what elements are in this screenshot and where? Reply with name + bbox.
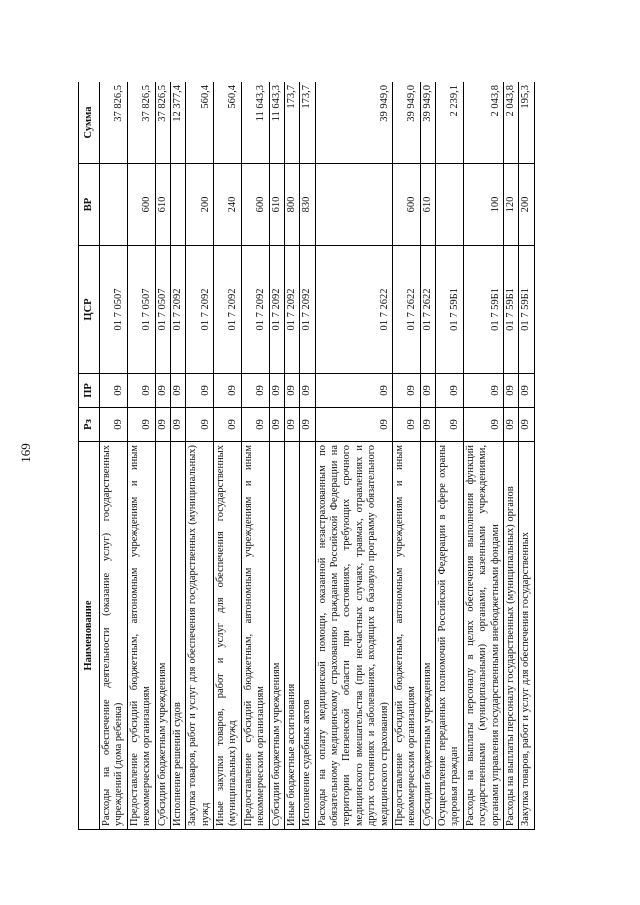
cell-csr: 01 7 2622 [392,246,420,374]
cell-rz: 09 [503,408,518,442]
cell-vr: 200 [519,164,534,246]
cell-csr: 01 7 59Б1 [463,246,503,374]
cell-rz: 09 [100,408,128,442]
cell-sum: 37 826,5 [155,82,170,164]
cell-name: Осуществление переданных полномочий Российской Федерации в сфере охраны здоровья граждан [436,442,464,830]
table-header-row [79,82,100,830]
cell-rz: 09 [436,408,464,442]
cell-sum: 195,3 [519,82,534,164]
cell-name: Предоставление субсидий бюджетным, автономным учреждениям и иным некоммерческим организациям [127,442,155,830]
cell-sum: 560,4 [214,82,242,164]
cell-pr: 09 [315,374,392,408]
header-csr: ЦСР [79,246,100,374]
page-number-text: 169 [18,442,33,463]
cell-pr: 09 [170,374,185,408]
table-row [420,82,435,830]
cell-name: Расходы на выплаты персоналу в целях обеспечения выполнения функций государственными (муниципальными) органами, казенными учреждениями, органами управления государственными внебюджетными фондами [463,442,503,830]
cell-vr [436,164,464,246]
cell-rz: 09 [315,408,392,442]
cell-name: Иные бюджетные ассигнования [284,442,299,830]
cell-pr: 09 [241,374,269,408]
table-row [436,82,464,830]
cell-vr: 600 [241,164,269,246]
cell-sum: 37 826,5 [100,82,128,164]
page-number [14,0,38,905]
cell-rz: 09 [241,408,269,442]
cell-pr: 09 [503,374,518,408]
cell-rz: 09 [392,408,420,442]
cell-rz: 09 [463,408,503,442]
table-row [463,82,503,830]
cell-pr: 09 [300,374,315,408]
cell-sum: 39 949,0 [420,82,435,164]
cell-vr: 830 [300,164,315,246]
header-pr: ПР [79,374,100,408]
cell-csr: 01 7 2092 [170,246,185,374]
cell-pr: 09 [269,374,284,408]
cell-vr: 610 [269,164,284,246]
table-row [155,82,170,830]
table-row [315,82,392,830]
cell-pr: 09 [214,374,242,408]
cell-sum: 2 043,8 [463,82,503,164]
cell-vr: 100 [463,164,503,246]
table-row [269,82,284,830]
cell-pr: 09 [436,374,464,408]
table-row [300,82,315,830]
cell-sum: 39 949,0 [392,82,420,164]
cell-csr: 01 7 2092 [241,246,269,374]
cell-csr: 01 7 0507 [155,246,170,374]
rotated-table-container [78,82,556,830]
cell-sum: 173,7 [284,82,299,164]
cell-vr: 610 [155,164,170,246]
cell-vr: 120 [503,164,518,246]
cell-pr: 09 [127,374,155,408]
cell-name: Субсидии бюджетным учреждениям [420,442,435,830]
cell-rz: 09 [269,408,284,442]
cell-name: Расходы на выплаты персоналу государственных (муниципальных) органов [503,442,518,830]
cell-csr: 01 7 2092 [284,246,299,374]
cell-sum: 2 239,1 [436,82,464,164]
table-row [127,82,155,830]
cell-pr: 09 [392,374,420,408]
cell-name: Предоставление субсидий бюджетным, автономным учреждениям и иным некоммерческим организациям [241,442,269,830]
cell-sum: 37 826,5 [127,82,155,164]
cell-rz: 09 [170,408,185,442]
cell-vr [170,164,185,246]
header-sum: Сумма [79,82,100,164]
header-rz: Рз [79,408,100,442]
cell-name: Расходы на оплату медицинской помощи, оказанной незастрахованным по обязательному медицинскому страхованию гражданам Российской Федерации на территории Пензенской области при состояниях, требующих срочного медицинского вмешательства (при несчастных случаях, травмах, отравлениях и других состояниях и заболеваниях, входящих в базовую программу обязательного медицинского страхования) [315,442,392,830]
cell-rz: 09 [420,408,435,442]
table-row [392,82,420,830]
cell-rz: 09 [214,408,242,442]
cell-pr: 09 [100,374,128,408]
cell-vr: 240 [214,164,242,246]
cell-name: Исполнение судебных актов [300,442,315,830]
cell-rz: 09 [127,408,155,442]
cell-sum: 560,4 [186,82,214,164]
cell-vr: 600 [127,164,155,246]
cell-rz: 09 [284,408,299,442]
cell-csr: 01 7 2092 [214,246,242,374]
cell-name: Закупка товаров, работ и услуг для обеспечения государственных (муниципальных) нужд [186,442,214,830]
header-name: Наименование [79,442,100,830]
cell-vr [315,164,392,246]
cell-pr: 09 [420,374,435,408]
cell-rz: 09 [155,408,170,442]
cell-csr: 01 7 2622 [420,246,435,374]
cell-csr: 01 7 2622 [315,246,392,374]
table-row [186,82,214,830]
cell-name: Закупка товаров, работ и услуг для обеспечения государственных [519,442,534,830]
table-row [284,82,299,830]
budget-table [78,82,535,830]
cell-sum: 12 377,4 [170,82,185,164]
cell-name: Субсидии бюджетным учреждениям [269,442,284,830]
cell-name: Иные закупки товаров, работ и услуг для обеспечения государственных (муниципальных) нужд [214,442,242,830]
cell-csr: 01 7 0507 [127,246,155,374]
cell-vr: 200 [186,164,214,246]
cell-sum: 173,7 [300,82,315,164]
table-row [214,82,242,830]
cell-name: Исполнение решений судов [170,442,185,830]
cell-name: Предоставление субсидий бюджетным, автономным учреждениям и иным некоммерческим организациям [392,442,420,830]
cell-sum: 11 643,3 [269,82,284,164]
table-row [241,82,269,830]
cell-pr: 09 [519,374,534,408]
cell-pr: 09 [463,374,503,408]
cell-sum: 39 949,0 [315,82,392,164]
table-row [519,82,534,830]
cell-vr: 600 [392,164,420,246]
cell-pr: 09 [155,374,170,408]
table-row [100,82,128,830]
header-vr: ВР [79,164,100,246]
cell-csr: 01 7 2092 [186,246,214,374]
cell-rz: 09 [519,408,534,442]
cell-name: Расходы на обеспечение деятельности (оказание услуг) государственных учреждений (дома ребенка) [100,442,128,830]
cell-name: Субсидии бюджетным учреждениям [155,442,170,830]
cell-csr: 01 7 59Б1 [436,246,464,374]
cell-vr [100,164,128,246]
cell-csr: 01 7 2092 [269,246,284,374]
cell-rz: 09 [300,408,315,442]
cell-pr: 09 [186,374,214,408]
cell-csr: 01 7 0507 [100,246,128,374]
cell-vr: 800 [284,164,299,246]
document-table-area [78,82,556,830]
cell-sum: 2 043,8 [503,82,518,164]
cell-csr: 01 7 59Б1 [503,246,518,374]
table-row [170,82,185,830]
table-row [503,82,518,830]
cell-sum: 11 643,3 [241,82,269,164]
cell-csr: 01 7 2092 [300,246,315,374]
cell-pr: 09 [284,374,299,408]
cell-csr: 01 7 59Б1 [519,246,534,374]
cell-rz: 09 [186,408,214,442]
cell-vr: 610 [420,164,435,246]
